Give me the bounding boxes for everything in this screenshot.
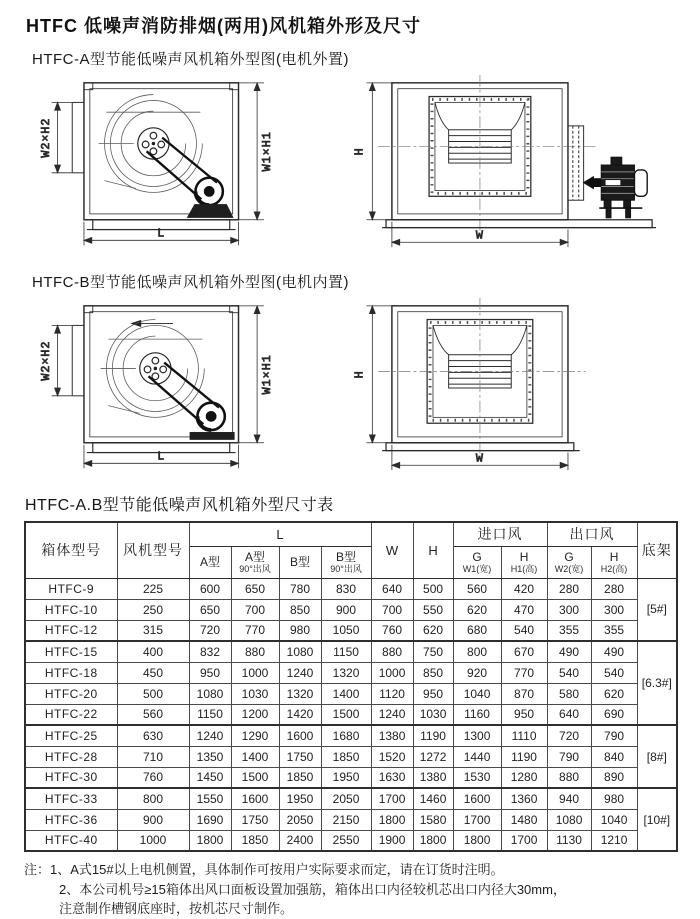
table-cell: 300 [547,599,591,620]
table-cell: 1500 [231,767,279,788]
table-cell: 830 [321,578,371,599]
col-header-base: 底架 [637,522,677,578]
table-cell: 2050 [279,809,321,830]
table-cell: 1030 [413,704,453,725]
table-cell: 1950 [321,767,371,788]
table-cell: 1520 [371,746,413,767]
table-cell: 1500 [321,704,371,725]
svg-text:W1×H1: W1×H1 [259,131,274,172]
drawing-a-side-view [38,71,331,259]
table-cell: 1190 [413,725,453,746]
table-cell: 1800 [413,830,453,851]
table-cell: 1000 [371,662,413,683]
table-cell: 870 [501,683,547,704]
col-group-inlet: 进口风 [453,522,547,546]
table-cell: 920 [453,662,501,683]
table-cell: 2400 [279,830,321,851]
drawing-row-b [24,294,676,482]
notes [24,860,676,919]
table-cell-model: HTFC-36 [25,809,117,830]
table-row [25,599,677,620]
drawing-a-front-view [343,71,676,259]
svg-text:W2×H2: W2×H2 [38,340,53,381]
table-cell: 1272 [413,746,453,767]
table-row [25,641,677,662]
table-cell: 1040 [453,683,501,704]
col-header-b: B型 [279,546,321,578]
table-cell: 1000 [231,662,279,683]
table-cell: 670 [501,641,547,662]
table-cell: 700 [231,599,279,620]
base-plate [383,220,657,228]
table-cell: 500 [413,578,453,599]
table-cell: 250 [117,599,189,620]
table-cell: 1210 [591,830,637,851]
table-row [25,767,677,788]
table-cell: 1000 [117,830,189,851]
col-header-a: A型 [189,546,231,578]
table-cell: 890 [591,767,637,788]
table-cell: 630 [117,725,189,746]
table-cell: 600 [189,578,231,599]
table-cell: 500 [117,683,189,704]
table-cell: 1240 [279,662,321,683]
table-cell: 300 [591,599,637,620]
base-frame-cell: [5#] [637,578,677,641]
drawing-b-front-view [343,294,676,482]
section-a-title: HTFC-A型节能低噪声风机箱外型图(电机外置) [32,51,349,68]
table-cell: 1690 [189,809,231,830]
table-cell: 2550 [321,830,371,851]
table-cell: 1030 [231,683,279,704]
table-cell: 1420 [279,704,321,725]
table-cell: 1150 [189,704,231,725]
col-header-w2: G W2(宽) [547,546,591,578]
table-cell: 800 [453,641,501,662]
table-cell-model: HTFC-18 [25,662,117,683]
table-cell: 980 [279,620,321,641]
fan-hub [140,353,171,384]
table-cell: 1240 [189,725,231,746]
table-cell: 1580 [413,809,453,830]
table-cell: 640 [371,578,413,599]
table-cell: 770 [231,620,279,641]
table-cell: 840 [591,746,637,767]
dim-w1h1 [239,306,274,443]
table-cell: 1400 [321,683,371,704]
fan-scroll [101,320,205,418]
table-row [25,683,677,704]
belt-drive [147,138,223,205]
table-cell: 1360 [501,788,547,809]
table-cell: 400 [117,641,189,662]
dim-h [353,83,392,220]
table-cell: 800 [117,788,189,809]
col-header-h: H [413,522,453,578]
table-cell: 950 [189,662,231,683]
table-cell-model: HTFC-15 [25,641,117,662]
dim-w1h1 [239,83,274,220]
col-header-b90: B型 90°出风 [321,546,371,578]
table-row [25,725,677,746]
table-cell: 1320 [279,683,321,704]
table-cell-model: HTFC-40 [25,830,117,851]
table-cell: 1110 [501,725,547,746]
table-title: HTFC-A.B型节能低噪声风机箱外型尺寸表 [25,497,334,514]
table-cell: 540 [591,662,637,683]
table-row [25,746,677,767]
dim-l [84,222,239,245]
table-cell: 900 [117,809,189,830]
table-cell: 1550 [189,788,231,809]
svg-text:W2×H2: W2×H2 [38,117,53,158]
table-cell: 1350 [189,746,231,767]
drawing-b-side-view [38,294,331,482]
table-cell-model: HTFC-33 [25,788,117,809]
table-cell: 680 [453,620,501,641]
table-row [25,830,677,851]
svg-text:H: H [353,147,367,156]
table-cell: 490 [591,641,637,662]
table-cell: 1850 [279,767,321,788]
table-cell: 1950 [279,788,321,809]
svg-text:W1×H1: W1×H1 [259,354,274,395]
table-cell: 1160 [453,704,501,725]
table-cell: 700 [371,599,413,620]
table-cell: 1120 [371,683,413,704]
table-cell: 940 [547,788,591,809]
table-cell: 1600 [453,788,501,809]
table-row [25,578,677,599]
motor-bracket [187,204,234,218]
table-cell: 620 [453,599,501,620]
table-cell: 560 [453,578,501,599]
table-cell: 1130 [547,830,591,851]
table-cell: 1700 [371,788,413,809]
table-cell: 550 [413,599,453,620]
table-cell: 540 [547,662,591,683]
table-cell: 620 [591,683,637,704]
table-cell: 1440 [453,746,501,767]
table-cell: 470 [501,599,547,620]
fan-scroll [99,95,203,193]
table-cell: 1380 [371,725,413,746]
base-plate [383,443,581,451]
outlet-flange [72,102,84,172]
table-cell: 1530 [453,767,501,788]
table-cell: 1850 [321,746,371,767]
table-cell: 1750 [231,809,279,830]
table-cell-model: HTFC-22 [25,704,117,725]
table-cell: 720 [189,620,231,641]
outlet-flange [72,325,84,395]
table-cell: 490 [547,641,591,662]
table-cell: 640 [547,704,591,725]
dim-w2h2 [39,102,72,172]
table-cell: 1750 [279,746,321,767]
table-cell: 2050 [321,788,371,809]
table-row [25,809,677,830]
svg-text:W: W [476,451,485,466]
note-line-2: 2、本公司机号≥15箱体出风口面板设置加强筋，箱体出口内径较机芯出口内径大30mm， [59,881,566,897]
table-cell: 1080 [279,641,321,662]
table-cell: 780 [279,578,321,599]
table-cell: 650 [231,578,279,599]
table-cell: 950 [413,683,453,704]
page-title: HTFC 低噪声消防排烟(两用)风机箱外形及尺寸 [26,16,421,36]
table-row [25,662,677,683]
table-cell: 580 [547,683,591,704]
table-cell: 1900 [371,830,413,851]
belt-guard [568,126,584,200]
table-cell-model: HTFC-28 [25,746,117,767]
table-cell: 1450 [189,767,231,788]
note-line-1: 注：1、A式15#以上电机侧置，具体制作可按用户实际要求而定，请在订货时注明。 [24,862,504,877]
table-cell: 1240 [371,704,413,725]
table-cell: 1460 [413,788,453,809]
table-cell: 540 [501,620,547,641]
table-cell: 1480 [501,809,547,830]
table-cell: 790 [591,725,637,746]
table-cell: 2150 [321,809,371,830]
table-cell: 280 [591,578,637,599]
table-cell: 880 [547,767,591,788]
col-header-h1: H H1(高) [501,546,547,578]
col-header-box-model: 箱体型号 [25,522,117,578]
table-cell: 880 [371,641,413,662]
table-cell: 950 [501,704,547,725]
col-group-outlet: 出口风 [547,522,637,546]
table-cell: 710 [117,746,189,767]
table-cell: 1380 [413,767,453,788]
table-cell: 832 [189,641,231,662]
note-line-3: 注意制作槽钢底座时，按机芯尺寸制作。 [59,901,294,916]
table-cell: 850 [413,662,453,683]
table-cell: 1290 [231,725,279,746]
svg-text:W: W [476,228,485,243]
dim-w2h2 [39,325,72,395]
table-cell-model: HTFC-20 [25,683,117,704]
table-cell: 790 [547,746,591,767]
table-row [25,788,677,809]
section-b-title: HTFC-B型节能低噪声风机箱外型图(电机内置) [32,274,349,291]
table-cell: 1600 [279,725,321,746]
col-header-a90: A型 90°出风 [231,546,279,578]
fan-hub [138,128,169,159]
base-frame-cell: [8#] [637,725,677,788]
table-cell: 355 [547,620,591,641]
dim-l [84,445,239,468]
table-cell: 750 [413,641,453,662]
table-cell: 1190 [501,746,547,767]
col-group-l: L [189,522,371,546]
motor [584,157,648,218]
table-cell: 1680 [321,725,371,746]
drawing-row-a [24,71,676,259]
base-frame-cell: [6.3#] [637,641,677,725]
svg-text:H: H [353,370,367,379]
base-frame-cell: [10#] [637,788,677,851]
col-header-w1: G W1(宽) [453,546,501,578]
table-cell: 880 [231,641,279,662]
col-header-h2: H H2(高) [591,546,637,578]
table-cell: 1850 [231,830,279,851]
table-body [25,578,677,851]
table-cell: 420 [501,578,547,599]
table-cell-model: HTFC-25 [25,725,117,746]
table-cell: 760 [371,620,413,641]
table-cell: 1800 [453,830,501,851]
table-cell: 1150 [321,641,371,662]
table-cell: 1080 [547,809,591,830]
table-cell: 315 [117,620,189,641]
table-cell: 1800 [189,830,231,851]
belt-drive [149,363,225,430]
table-cell: 1300 [453,725,501,746]
table-cell-model: HTFC-9 [25,578,117,599]
table-cell: 280 [547,578,591,599]
table-cell: 450 [117,662,189,683]
table-cell: 1200 [231,704,279,725]
table-cell: 1700 [501,830,547,851]
table-cell: 1280 [501,767,547,788]
table-cell: 980 [591,788,637,809]
dim-h [353,306,392,443]
table-cell: 1050 [321,620,371,641]
table-cell: 770 [501,662,547,683]
table-cell: 850 [279,599,321,620]
table-cell-model: HTFC-30 [25,767,117,788]
table-cell: 1700 [453,809,501,830]
svg-text:L: L [157,449,166,464]
table-cell: 720 [547,725,591,746]
table-cell: 1320 [321,662,371,683]
table-cell: 650 [189,599,231,620]
table-cell: 225 [117,578,189,599]
table-cell: 560 [117,704,189,725]
col-header-fan-model: 风机型号 [117,522,189,578]
table-cell-model: HTFC-12 [25,620,117,641]
table-cell: 1040 [591,809,637,830]
table-row [25,704,677,725]
table-cell: 1600 [231,788,279,809]
table-cell: 1080 [189,683,231,704]
table-row [25,620,677,641]
svg-text:L: L [157,226,166,241]
table-cell: 620 [413,620,453,641]
motor-plate [190,432,235,440]
table-cell: 760 [117,767,189,788]
table-cell: 1630 [371,767,413,788]
dimension-table [24,521,678,852]
table-cell: 690 [591,704,637,725]
table-cell: 1400 [231,746,279,767]
table-cell: 355 [591,620,637,641]
table-cell-model: HTFC-10 [25,599,117,620]
col-header-w: W [371,522,413,578]
table-cell: 1800 [371,809,413,830]
table-cell: 900 [321,599,371,620]
